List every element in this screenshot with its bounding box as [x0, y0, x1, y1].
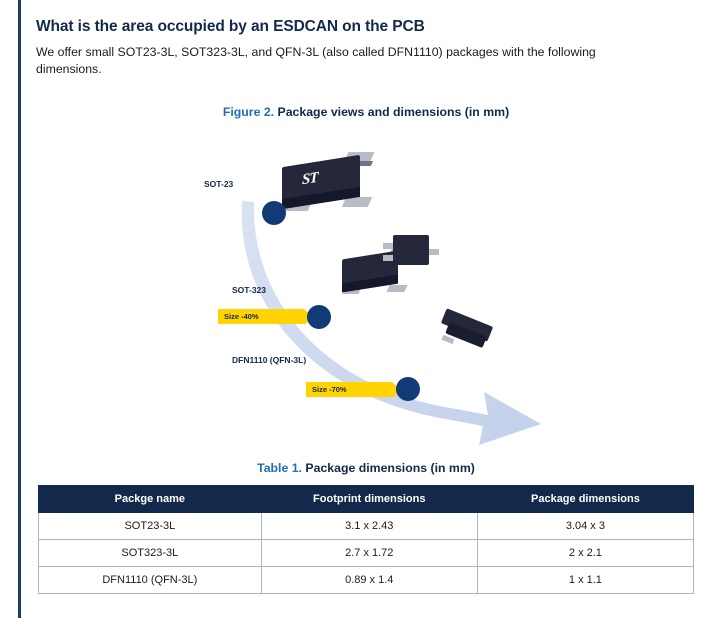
cell-footprint: 3.1 x 2.43	[261, 513, 477, 540]
size-badge-sot323: Size -40%	[218, 309, 304, 324]
page-title: What is the area occupied by an ESDCAN on the PCB	[36, 18, 425, 35]
column-header-package-name: Packge name	[39, 486, 262, 513]
document-content	[36, 0, 696, 594]
table-row	[39, 567, 694, 594]
table-row	[39, 513, 694, 540]
sot323-secondary-view	[381, 225, 451, 275]
cell-package-name: SOT323-3L	[39, 540, 262, 567]
package-label-sot323: SOT-323	[232, 285, 267, 295]
cell-package-name: SOT23-3L	[39, 513, 262, 540]
sot23-package-drawing	[274, 149, 384, 229]
st-logo: ST	[302, 169, 318, 189]
node-dot-sot323	[307, 305, 331, 329]
table-header-row	[39, 486, 694, 513]
node-dot-sot23	[262, 201, 286, 225]
cell-package-name: DFN1110 (QFN-3L)	[39, 567, 262, 594]
package-figure	[36, 127, 696, 447]
page-left-rule	[18, 0, 21, 618]
cell-package-dimensions: 2 x 2.1	[477, 540, 693, 567]
column-header-package-dimensions: Package dimensions	[477, 486, 693, 513]
package-label-dfn1110: DFN1110 (QFN-3L)	[232, 355, 307, 365]
cell-package-dimensions: 1 x 1.1	[477, 567, 693, 594]
package-label-sot23: SOT-23	[204, 179, 234, 189]
dfn1110-package-drawing	[436, 307, 506, 367]
package-dimensions-table	[38, 485, 694, 594]
cell-package-dimensions: 3.04 x 3	[477, 513, 693, 540]
table-label: Table 1.	[257, 461, 302, 475]
size-badge-dfn1110: Size -70%	[306, 382, 392, 397]
intro-paragraph: We offer small SOT23-3L, SOT323-3L, and QFN-3L (also called DFN1110) packages with the following dimensions.	[36, 45, 596, 76]
table-caption-text: Package dimensions (in mm)	[305, 461, 475, 475]
table-row	[39, 540, 694, 567]
figure-caption-text: Package views and dimensions (in mm)	[277, 105, 510, 119]
cell-footprint: 2.7 x 1.72	[261, 540, 477, 567]
figure-caption	[36, 105, 696, 119]
table-caption	[36, 461, 696, 475]
column-header-footprint: Footprint dimensions	[261, 486, 477, 513]
cell-footprint: 0.89 x 1.4	[261, 567, 477, 594]
figure-label: Figure 2.	[222, 105, 275, 119]
node-dot-dfn1110	[396, 377, 420, 401]
